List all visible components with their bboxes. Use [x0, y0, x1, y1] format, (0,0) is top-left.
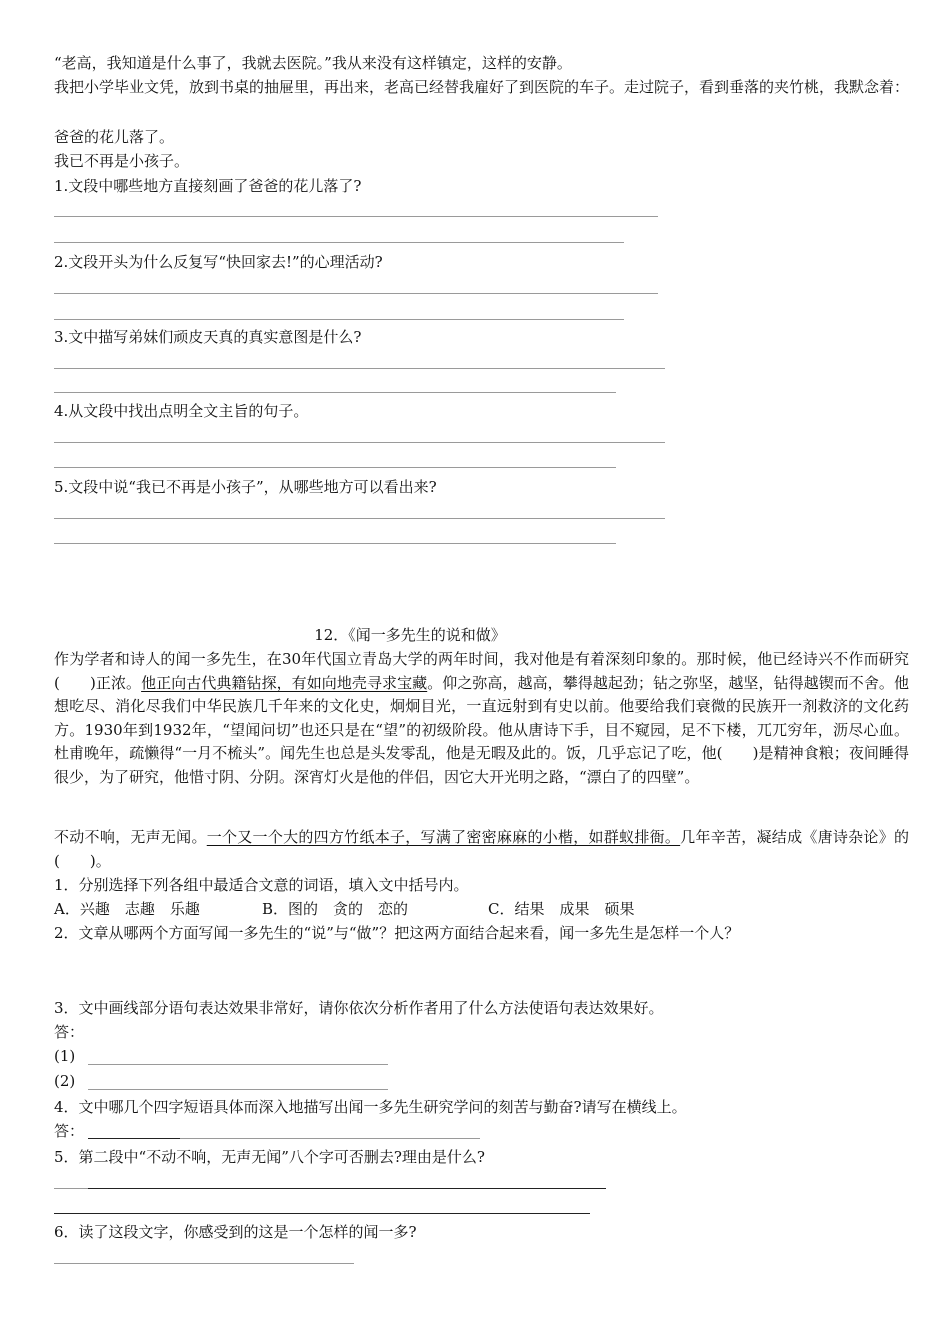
question-3: 3.文中描写弟妹们顽皮天真的真实意图是什么? [54, 328, 362, 346]
answer-line[interactable] [54, 518, 665, 519]
essay-text: 。仰之弥高，越高，攀得越起劲；钻之弥坚，越坚，钻得越锲而不舍。他想吃尽、消化尽我们中华民族几千年来的文化史，炯炯目光，一直远射到有史以前。他要给我们衰微的民族开一剂救济的文化药方。1930年到1932年，“望闻问切”也还只是在“望”的初级阶段。他从唐诗下手，目不窥园，足不下楼，兀兀穷年，沥尽心血。杜甫晚年，疏懒得“一月不梳头”。闻先生也总是头发零乱，他是无暇及此的。饭，几乎忘记了吃，他( )是精神食粮；夜间睡得很少，为了研究，他惜寸阴、分阴。深宵灯火是他的伴侣，因它大开光明之路，“漂白了的四壁”。 [54, 673, 909, 786]
question-12-3: 3．文中画线部分语句表达效果非常好，请你依次分析作者用了什么方法使语句表达效果好。 [54, 999, 664, 1017]
question-12-2: 2．文章从哪两个方面写闻一多先生的“说”与“做”？把这两方面结合起来看，闻一多先生是怎样一个人？ [54, 924, 740, 942]
answer-item-2: (2) [54, 1072, 76, 1090]
option-a: A．兴趣 志趣 乐趣 [54, 900, 200, 918]
answer-line[interactable] [180, 1138, 480, 1139]
passage-line-1: “老高，我知道是什么事了，我就去医院。”我从来没有这样镇定，这样的安静。 [54, 54, 572, 72]
answer-line[interactable] [88, 1089, 388, 1090]
section-title: 12．《闻一多先生的说和做》 [314, 626, 506, 644]
answer-label: 答： [54, 1122, 85, 1140]
underlined-sentence-2: 一个又一个大的四方竹纸本子，写满了密密麻麻的小楷，如群蚁排衙。 [206, 828, 681, 846]
answer-line[interactable] [54, 1213, 590, 1214]
essay-text: 几年辛苦，凝结成《唐诗杂论》的( )。 [54, 828, 909, 870]
answer-line[interactable] [88, 1138, 180, 1139]
question-4: 4.从文段中找出点明全文主旨的句子。 [54, 402, 309, 420]
answer-line[interactable] [54, 442, 665, 443]
answer-label: 答： [54, 1023, 85, 1041]
question-12-6: 6．读了这段文字，你感受到的这是一个怎样的闻一多? [54, 1223, 417, 1241]
answer-line[interactable] [88, 1188, 606, 1189]
essay-paragraph-1 [54, 648, 909, 789]
answer-line[interactable] [54, 467, 616, 468]
passage-line-2: 我把小学毕业文凭，放到书桌的抽屉里，再出来，老高已经替我雇好了到医院的车子。走过院子，看到垂落的夹竹桃，我默念着： [54, 78, 910, 96]
essay-paragraph-2 [54, 826, 909, 873]
answer-item-1: (1) [54, 1047, 76, 1065]
answer-line[interactable] [54, 216, 658, 217]
option-b: B．图的 贪的 恋的 [262, 900, 409, 918]
passage-line-4: 我已不再是小孩子。 [54, 152, 190, 170]
answer-line[interactable] [54, 368, 665, 369]
question-12-4: 4．文中哪几个四字短语具体而深入地描写出闻一多先生研究学问的刻苦与勤奋?请写在横线上。 [54, 1098, 687, 1116]
answer-line[interactable] [88, 1064, 388, 1065]
answer-line[interactable] [54, 543, 616, 544]
answer-line[interactable] [54, 293, 658, 294]
question-2: 2.文段开头为什么反复写“快回家去!”的心理活动? [54, 253, 383, 271]
option-c: C．结果 成果 硕果 [488, 900, 635, 918]
essay-text: 作为学者和诗人的闻一多先生，在30年代国立青岛大学的两年时间，我对他是有着深刻印象的。那时候，他已经诗兴不作而研究( )正浓。 [54, 650, 909, 692]
answer-line[interactable] [54, 242, 624, 243]
essay-text: 不动不响，无声无闻。 [54, 828, 207, 846]
passage-line-3: 爸爸的花儿落了。 [54, 128, 175, 146]
answer-line[interactable] [54, 392, 616, 393]
answer-line[interactable] [54, 1263, 354, 1264]
answer-line[interactable] [54, 1188, 88, 1189]
answer-line[interactable] [54, 319, 624, 320]
underlined-sentence-1: 他正向古代典籍钻探，有如向地壳寻求宝藏 [141, 673, 428, 692]
question-12-5: 5．第二段中“不动不响，无声无闻”八个字可否删去?理由是什么? [54, 1148, 485, 1166]
question-1: 1.文段中哪些地方直接刻画了爸爸的花儿落了? [54, 177, 362, 195]
question-12-1: 1．分别选择下列各组中最适合文意的词语，填入文中括号内。 [54, 876, 469, 894]
question-5: 5.文段中说“我已不再是小孩子”，从哪些地方可以看出来? [54, 478, 437, 496]
